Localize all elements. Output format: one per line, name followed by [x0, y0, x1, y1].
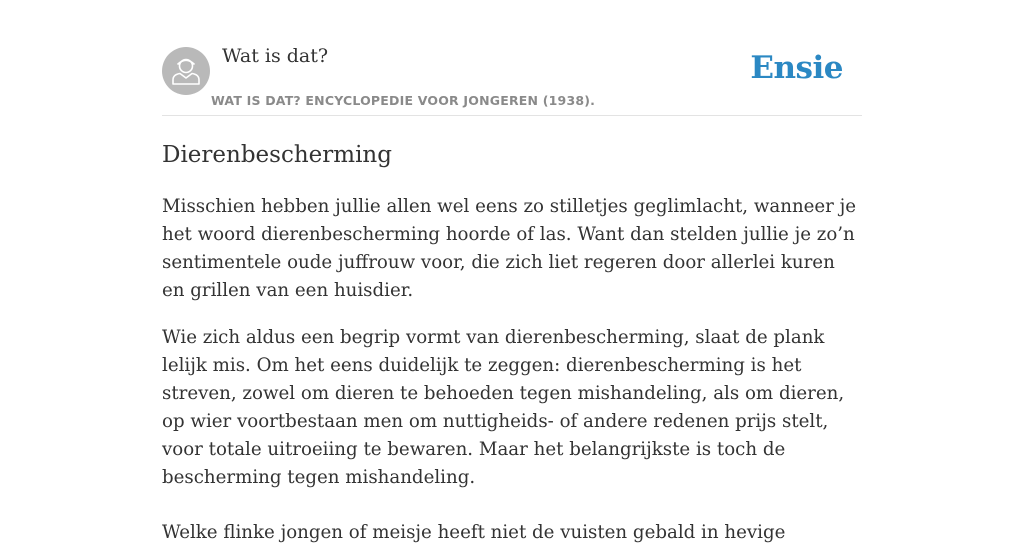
source-subtitle[interactable]: WAT IS DAT? ENCYCLOPEDIE VOOR JONGEREN (1938).	[211, 93, 596, 108]
ensie-logo-link[interactable]: Ensie	[750, 50, 843, 86]
article-title: Dierenbescherming	[162, 142, 392, 168]
article-paragraph: Welke flinke jongen of meisje heeft niet de vuisten gebald in hevige	[162, 522, 786, 543]
article-paragraph: Misschien hebben jullie allen wel eens zo stilletjes geglimlacht, wanneer je het woord dierenbescherming hoorde of las. Want dan stelden jullie je zo’n sentimentele oude juffrouw voor, die zich liet regeren door allerlei kuren en grillen van een huisdier.	[162, 196, 857, 301]
user-placeholder-icon[interactable]	[162, 47, 210, 95]
page	[162, 0, 862, 547]
source-header	[162, 0, 862, 116]
article-paragraph: Wie zich aldus een begrip vormt van dierenbescherming, slaat de plank lelijk mis. Om het eens duidelijk te zeggen: dierenbescherming is het streven, zowel om dieren te behoeden tegen mishandeling, als om dieren, op wier voortbestaan men om nuttigheids- of andere redenen prijs stelt, voor totale uitroeiing te bewaren. Maar het belangrijkste is toch de bescherming tegen mishandeling.	[162, 327, 845, 488]
source-title[interactable]: Wat is dat?	[222, 45, 329, 67]
